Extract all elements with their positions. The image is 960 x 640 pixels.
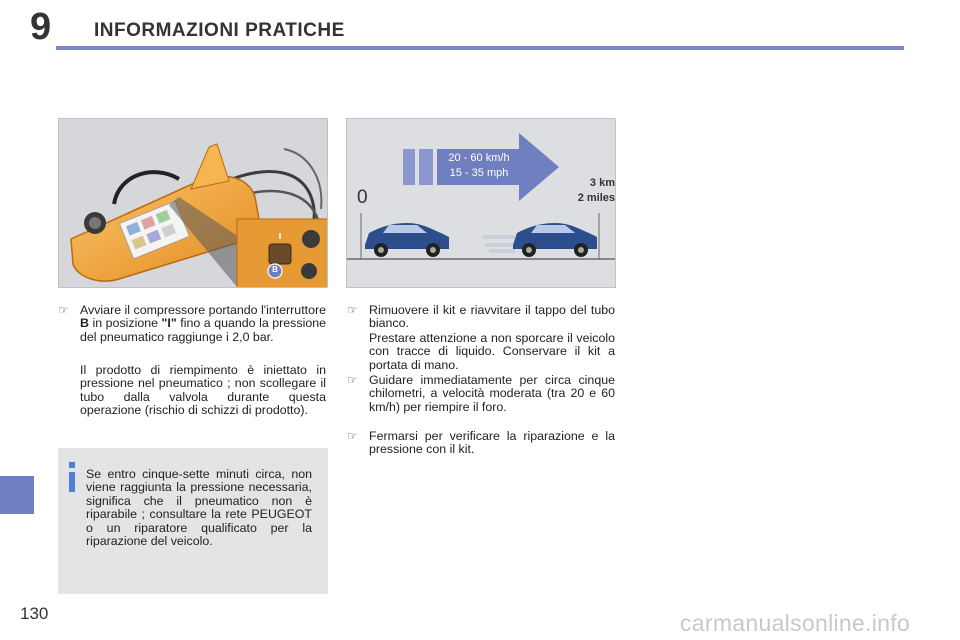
start-label: 0	[357, 187, 368, 208]
info-icon	[65, 462, 79, 492]
switch-b-label: B	[272, 265, 278, 274]
chapter-number: 9	[30, 6, 52, 48]
drive-distance-illustration	[346, 118, 616, 288]
filling-product-note: Il prodotto di riempimento è iniettato in pressione nel pneumatico ; non scollegare il tubo dalla valvola durante questa operazione (rischio di schizzi di prodotto).	[80, 363, 326, 418]
distance-miles-label: 2 miles	[577, 192, 615, 204]
compressor-kit-drawing	[59, 119, 328, 288]
header-rule	[56, 46, 904, 50]
instruction-remove-kit	[347, 303, 615, 331]
finger-pointer-icon: ☞	[58, 303, 69, 317]
info-box	[58, 448, 328, 594]
instruction-drive	[347, 373, 615, 414]
switch-letter: B	[80, 316, 89, 331]
compressor-kit-illustration	[58, 118, 328, 288]
page-number: 130	[20, 604, 49, 623]
instruction-start-compressor	[58, 303, 326, 344]
distance-km-label: 3 km	[589, 177, 615, 189]
spill-warning-note: Prestare attenzione a non sporcare il veicolo con tracce di liquido. Conservare il kit a portata di mano.	[369, 331, 615, 372]
instruction-stop-check	[347, 429, 615, 457]
finger-pointer-icon: ☞	[347, 373, 358, 387]
instruction-remove-kit-text: Rimuovere il kit e riavvitare il tappo del tubo bianco.	[369, 303, 615, 331]
finger-pointer-icon: ☞	[347, 429, 358, 443]
speed-mph-label: 15 - 35 mph	[449, 167, 509, 179]
chapter-title: INFORMAZIONI PRATICHE	[94, 20, 345, 41]
instruction-text-middle: in posizione	[88, 316, 162, 331]
finger-pointer-icon: ☞	[347, 303, 358, 317]
watermark: carmanualsonline.info	[680, 610, 911, 636]
instruction-drive-text: Guidare immediatamente per circa cinque chilometri, a velocità moderata (tra 20 e 60 km/h) per riempire il foro.	[369, 373, 615, 414]
info-box-text: Se entro cinque-sette minuti circa, non viene raggiunta la pressione necessaria, significa che il pneumatico non è riparabile ; consultare la rete PEUGEOT o un riparatore qualificato per la riparazione del veicolo.	[86, 467, 312, 549]
switch-position: "I"	[161, 316, 177, 331]
instruction-stop-check-text: Fermarsi per verificare la riparazione e la pressione con il kit.	[369, 429, 615, 457]
instruction-text-prefix: Avviare il compressore portando l'interruttore	[80, 303, 326, 317]
chapter-side-tab	[0, 476, 34, 514]
speed-kmh-label: 20 - 60 km/h	[448, 152, 510, 164]
instruction-text-suffix: fino a quando la pressione del pneumatico raggiunge i 2,0 bar.	[80, 316, 326, 344]
